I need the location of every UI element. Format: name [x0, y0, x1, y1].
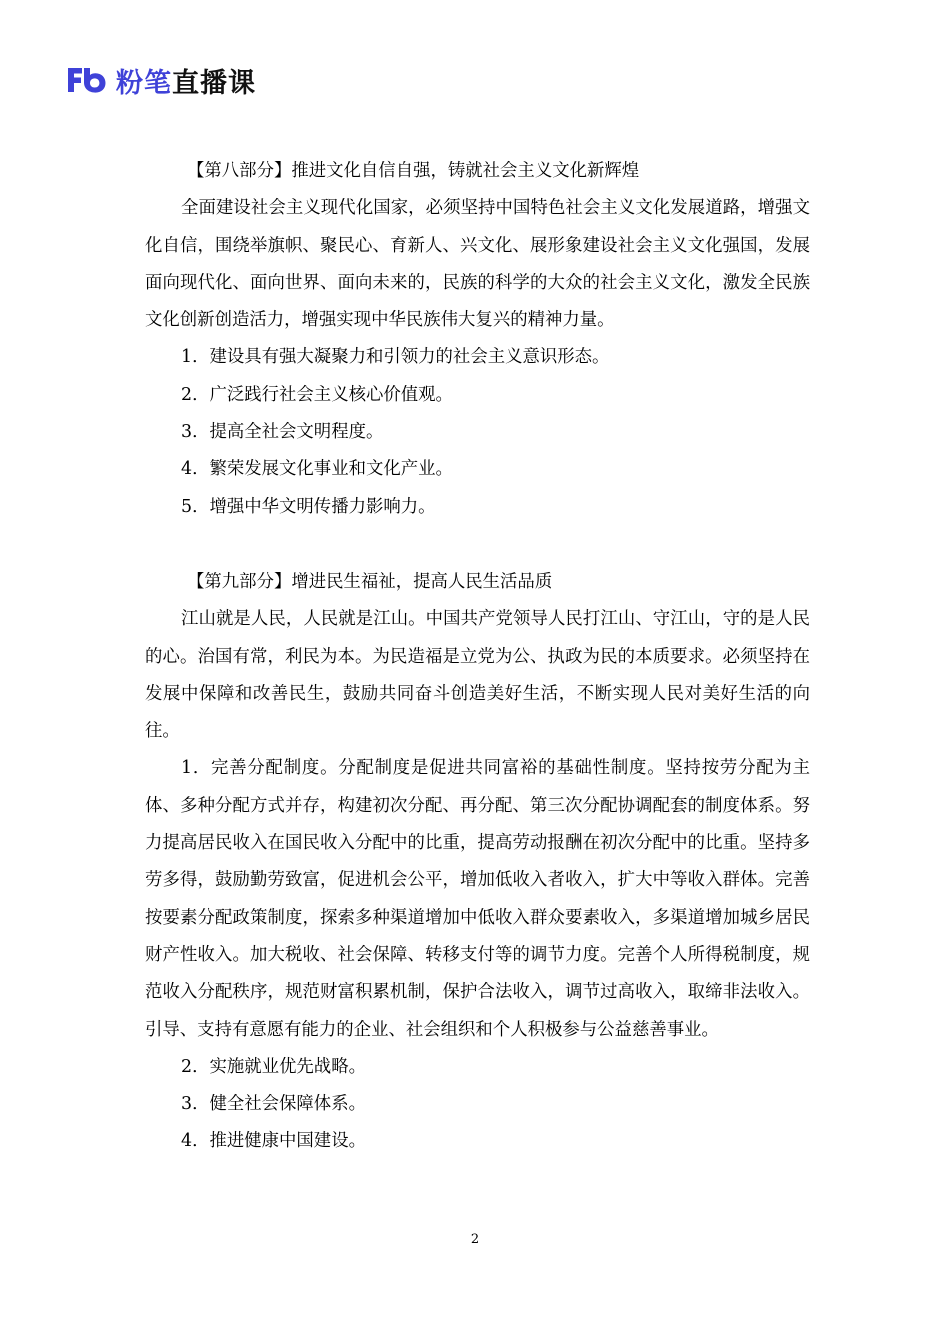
- list-item: 2．广泛践行社会主义核心价值观。: [181, 384, 453, 405]
- section-spacer: [145, 526, 810, 564]
- list-item: 1．建设具有强大凝聚力和引领力的社会主义意识形态。: [181, 347, 610, 368]
- section-paragraph: 全面建设社会主义现代化国家，必须坚持中国特色社会主义文化发展道路，增强文化自信，围绕举旗帜、聚民心、育新人、兴文化、展形象建设社会主义文化强国，发展面向现代化、面向世界、面向未来的，民族的科学的大众的社会主义文化，激发全民族文化创新创造活力，增强实现中华民族伟大复兴的精神力量。: [145, 198, 810, 331]
- fb-logo-icon: [66, 65, 108, 95]
- brand-logo-text: [116, 61, 256, 100]
- logo-suffix: 直播课: [172, 67, 256, 99]
- section-heading: 【第九部分】增进民生福祉，提高人民生活品质: [187, 571, 553, 592]
- list-item: 3．健全社会保障体系。: [181, 1094, 366, 1115]
- document-body: [145, 153, 810, 1161]
- list-item: 4．繁荣发展文化事业和文化产业。: [181, 459, 453, 480]
- page-header: [66, 62, 256, 98]
- list-item: 2．实施就业优先战略。: [181, 1056, 366, 1077]
- list-item: 4．推进健康中国建设。: [181, 1131, 366, 1152]
- section-paragraph: 江山就是人民，人民就是江山。中国共产党领导人民打江山、守江山，守的是人民的心。治国有常，利民为本。为民造福是立党为公、执政为民的本质要求。必须坚持在发展中保障和改善民生，鼓励共同奋斗创造美好生活，不断实现人民对美好生活的向往。: [145, 609, 810, 742]
- section-part-eight: [145, 153, 810, 526]
- list-item: 5．增强中华文明传播力影响力。: [181, 496, 436, 517]
- list-item: 1．完善分配制度。分配制度是促进共同富裕的基础性制度。坚持按劳分配为主体、多种分配方式并存，构建初次分配、再分配、第三次分配协调配套的制度体系。努力提高居民收入在国民收入分配中的比重，提高劳动报酬在初次分配中的比重。坚持多劳多得，鼓励勤劳致富，促进机会公平，增加低收入者收入，扩大中等收入群体。完善按要素分配政策制度，探索多种渠道增加中低收入群众要素收入，多渠道增加城乡居民财产性收入。加大税收、社会保障、转移支付等的调节力度。完善个人所得税制度，规范收入分配秩序，规范财富积累机制，保护合法收入，调节过高收入，取缔非法收入。引导、支持有意愿有能力的企业、社会组织和个人积极参与公益慈善事业。: [145, 758, 810, 1040]
- section-part-nine: [145, 564, 810, 1161]
- list-item: 3．提高全社会文明程度。: [181, 422, 384, 443]
- logo-brand: 粉笔: [116, 67, 172, 99]
- section-heading: 【第八部分】推进文化自信自强，铸就社会主义文化新辉煌: [187, 161, 640, 181]
- page-number: 2: [470, 1232, 480, 1247]
